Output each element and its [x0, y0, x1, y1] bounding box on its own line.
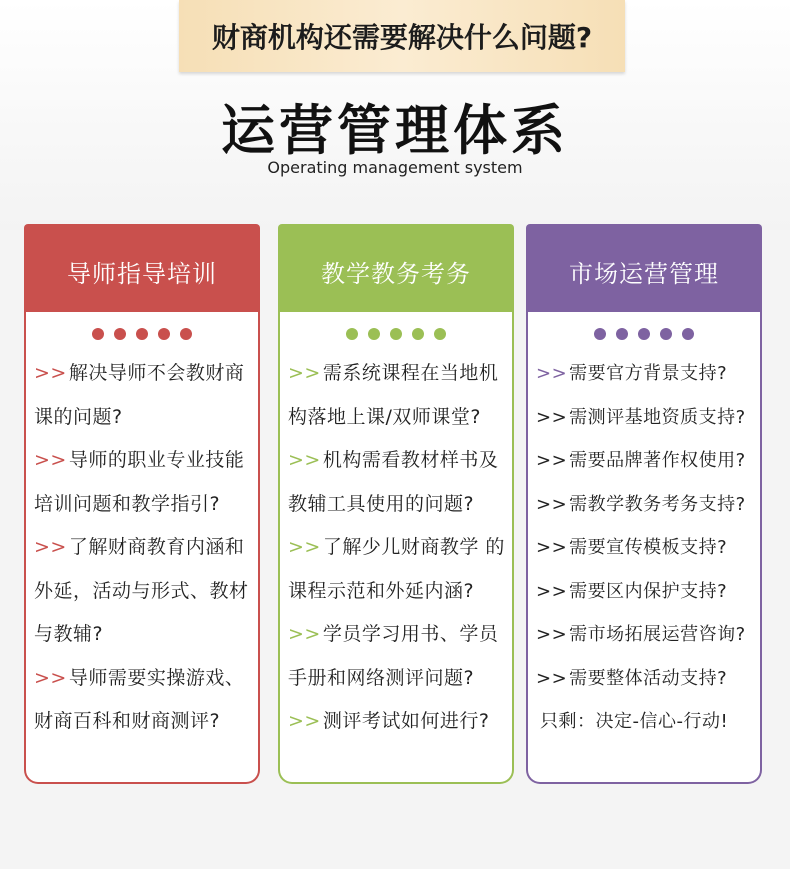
dot [594, 328, 606, 340]
arrow-icon: >> [288, 623, 321, 645]
arrow-icon: >> [536, 493, 568, 515]
list-item: >> 需要官方背景支持? [536, 363, 728, 384]
banner-text: 财商机构还需要解决什么问题? [211, 21, 593, 54]
dot [434, 328, 446, 340]
list-item: >> 需测评基地资质支持? [536, 406, 746, 428]
arrow-icon: >> [536, 667, 568, 689]
column-card [24, 312, 260, 784]
dot [368, 328, 380, 340]
list-item: >> 测评考试如何进行? [288, 710, 490, 732]
dot [180, 328, 192, 340]
dot-row [528, 328, 760, 342]
arrow-icon: >> [536, 537, 568, 558]
column-market-operation [526, 224, 762, 784]
arrow-icon: >> [536, 624, 568, 645]
column-header: 导师指导培训 [24, 224, 260, 318]
dot [638, 328, 650, 340]
arrow-icon: >> [288, 449, 321, 471]
list-item: >> 机构需看教材样书及教辅工具使用的问题? [288, 449, 499, 515]
dot [114, 328, 126, 340]
list-item: >> 需教学教务考务支持? [536, 493, 746, 515]
arrow-icon: >> [536, 580, 568, 602]
list-item: >> 需要区内保护支持? [536, 580, 728, 602]
dot-row [280, 328, 512, 342]
list-item: >> 需要整体活动支持? [536, 667, 728, 689]
list-item: >> 了解少儿财商教学 的课程示范和外延内涵? [288, 536, 505, 602]
dot [346, 328, 358, 340]
dot [92, 328, 104, 340]
arrow-icon: >> [288, 362, 321, 384]
list-item: >> 导师的职业专业技能培训问题和教学指引? [34, 449, 245, 515]
arrow-icon: >> [536, 450, 568, 471]
dot [136, 328, 148, 340]
item-list [26, 352, 258, 744]
list-item: >> 导师需要实操游戏、财商百科和财商测评? [34, 666, 245, 732]
page-title: 运营管理体系 [221, 99, 569, 162]
arrow-icon: >> [536, 406, 568, 428]
column-card [278, 312, 514, 784]
column-header: 教学教务考务 [278, 224, 514, 318]
arrow-icon: >> [536, 363, 568, 384]
dot [660, 328, 672, 340]
arrow-icon: >> [288, 536, 321, 558]
item-list [528, 352, 760, 744]
column-card [526, 312, 762, 784]
list-item: >> 需要品牌著作权使用? [536, 450, 746, 471]
arrow-icon: >> [34, 666, 67, 689]
dot [682, 328, 694, 340]
dot-row [26, 328, 258, 342]
arrow-icon: >> [34, 449, 67, 471]
column-teaching-affairs [278, 224, 514, 784]
list-item: >> 需要宣传模板支持? [536, 537, 728, 558]
list-item: >> 了解财商教育内涵和外延，活动与形式、教材与教辅? [34, 536, 249, 645]
arrow-icon: >> [34, 536, 67, 558]
dot [616, 328, 628, 340]
column-mentor-training [24, 224, 260, 784]
list-item: >> 需市场拓展运营咨询? [536, 624, 746, 645]
list-item: >> 需系统课程在当地机构落地上课/双师课堂? [288, 362, 499, 428]
arrow-icon: >> [288, 710, 321, 732]
dot [158, 328, 170, 340]
list-item: >> 解决导师不会教财商课的问题? [34, 362, 245, 428]
page-subtitle: Operating management system [267, 158, 523, 177]
column-header: 市场运营管理 [526, 224, 762, 318]
dot [412, 328, 424, 340]
dot [390, 328, 402, 340]
closing-line: 只剩：决定-信心-行动! [540, 711, 729, 732]
arrow-icon: >> [34, 362, 67, 384]
item-list [280, 352, 512, 744]
question-banner [179, 0, 625, 72]
list-item: >> 学员学习用书、学员手册和网络测评问题? [288, 623, 499, 689]
